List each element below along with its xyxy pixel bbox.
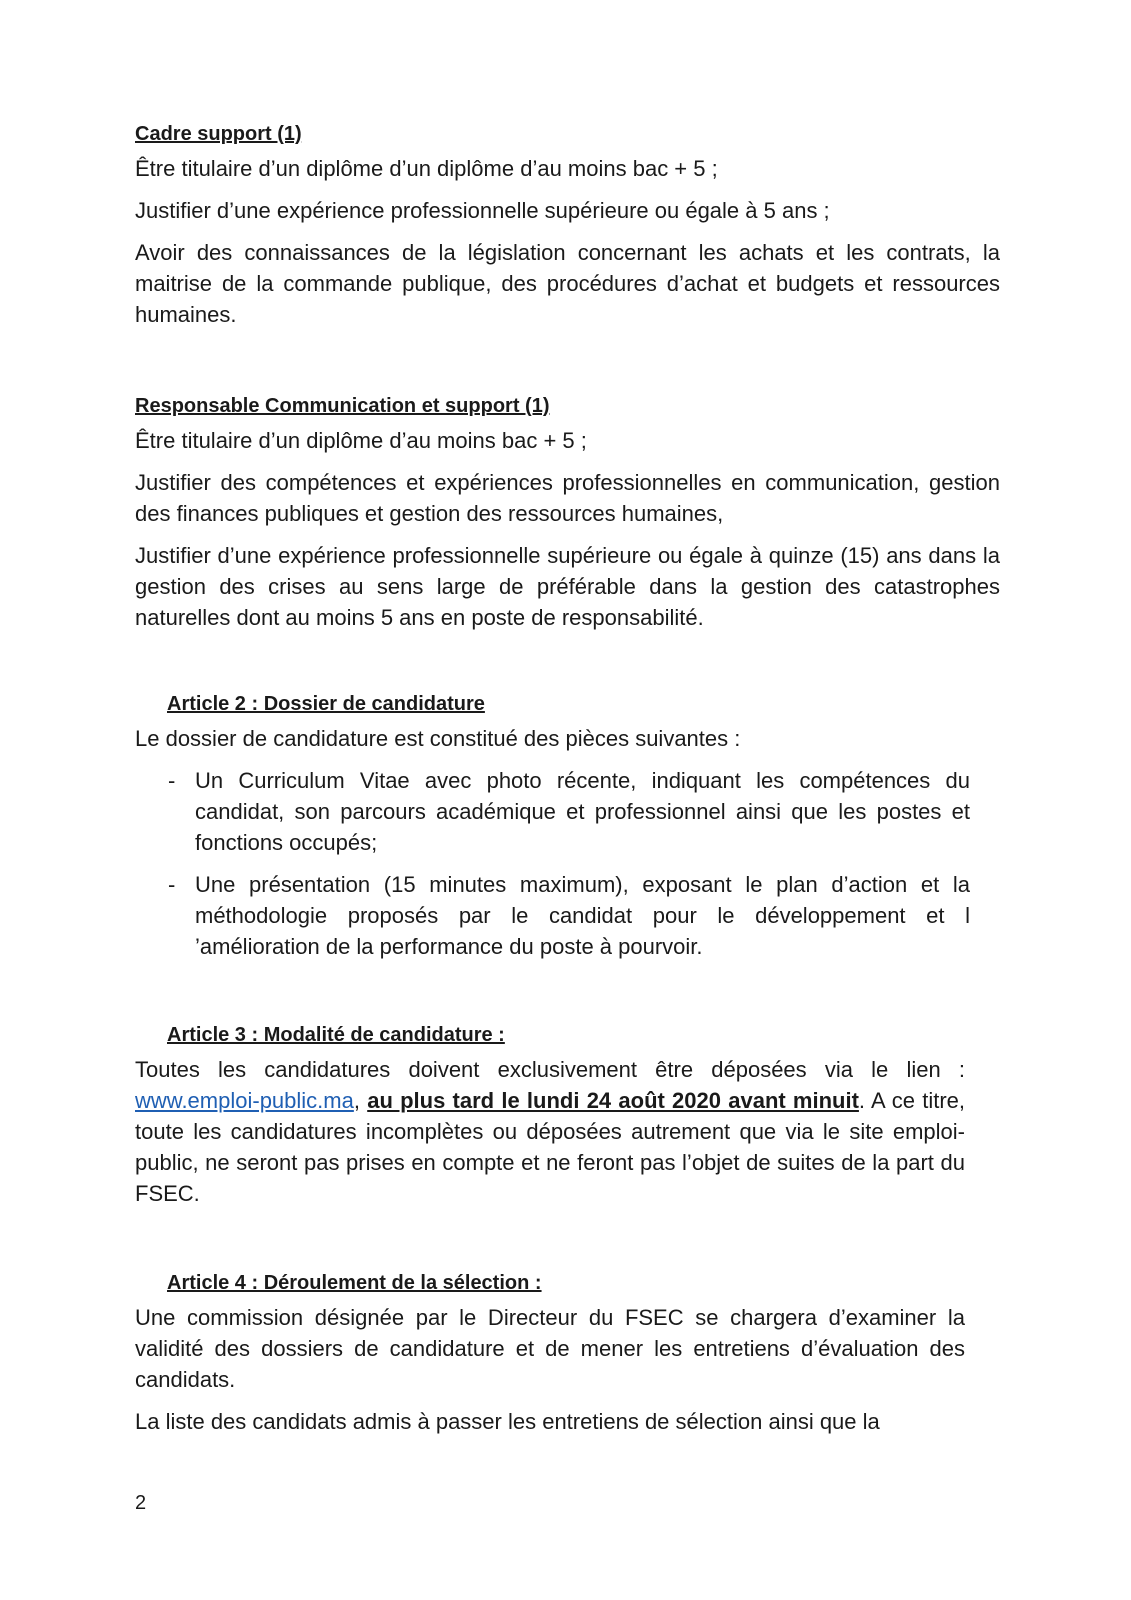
section-article-2 [135, 691, 1000, 962]
responsable-paragraph-2: Justifier des compétences et expériences professionnelles en communication, gestion des finances publiques et gestion des ressources humaines, [135, 470, 1000, 526]
section-article-4 [135, 1270, 965, 1437]
article-4-paragraph-2: La liste des candidats admis à passer les entretiens de sélection ainsi que la [135, 1409, 880, 1434]
cadre-paragraph-2: Justifier d’une expérience professionnelle supérieure ou égale à 5 ans ; [135, 198, 830, 223]
responsable-heading: Responsable Communication et support (1) [135, 395, 550, 417]
section-cadre-support [135, 121, 1000, 330]
article-2-intro: Le dossier de candidature est constitué des pièces suivantes : [135, 726, 741, 751]
list-item-text: Un Curriculum Vitae avec photo récente, indiquant les compétences du candidat, son parcours académique et professionnel ainsi que les postes et fonctions occupés; [195, 768, 970, 855]
article-3-heading: Article 3 : Modalité de candidature : [167, 1024, 505, 1046]
list-item [135, 765, 970, 858]
cadre-paragraph-3: Avoir des connaissances de la législation concernant les achats et les contrats, la maitrise de la commande publique, des procédures d’achat et budgets et ressources humaines. [135, 240, 1000, 327]
article-2-heading: Article 2 : Dossier de candidature [167, 693, 485, 715]
responsable-paragraph-3: Justifier d’une expérience professionnelle supérieure ou égale à quinze (15) ans dans la gestion des crises au sens large de préférable dans la gestion des catastrophes naturelles dont au moins 5 ans en poste de responsabilité. [135, 543, 1000, 630]
article-4-paragraph-1: Une commission désignée par le Directeur du FSEC se chargera d’examiner la validité des dossiers de candidature et de mener les entretiens d’évaluation des candidats. [135, 1305, 965, 1392]
responsable-paragraph-1: Être titulaire d’un diplôme d’au moins bac + 5 ; [135, 428, 587, 453]
emploi-public-link[interactable]: www.emploi-public.ma [135, 1088, 354, 1113]
page-number: 2 [135, 1492, 147, 1514]
article-3-text-before: Toutes les candidatures doivent exclusivement être déposées via le lien : [135, 1057, 965, 1082]
article-3-text-after: . A ce titre, toute les candidatures incomplètes ou déposées autrement que via le site emploi-public, ne seront pas prises en compte et ne feront pas l’objet de suites de la part du FSEC. [135, 1088, 965, 1206]
list-item-text: Une présentation (15 minutes maximum), exposant le plan d’action et la méthodologie proposés par le candidat pour le développement et l ’amélioration de la performance du poste à pourvoir. [195, 872, 970, 959]
article-2-list [135, 765, 970, 962]
article-4-heading: Article 4 : Déroulement de la sélection : [167, 1272, 542, 1294]
list-item [135, 869, 970, 962]
cadre-paragraph-1: Être titulaire d’un diplôme d’un diplôme d’au moins bac + 5 ; [135, 156, 718, 181]
section-responsable-communication [135, 393, 1000, 633]
cadre-heading: Cadre support (1) [135, 123, 302, 145]
article-3-paragraph [135, 1054, 965, 1209]
section-article-3 [135, 1022, 965, 1209]
dash-bullet: - [168, 768, 176, 793]
dash-bullet: - [168, 872, 176, 897]
article-3-deadline: au plus tard le lundi 24 août 2020 avant minuit [367, 1088, 859, 1113]
article-3-comma: , [353, 1088, 368, 1113]
